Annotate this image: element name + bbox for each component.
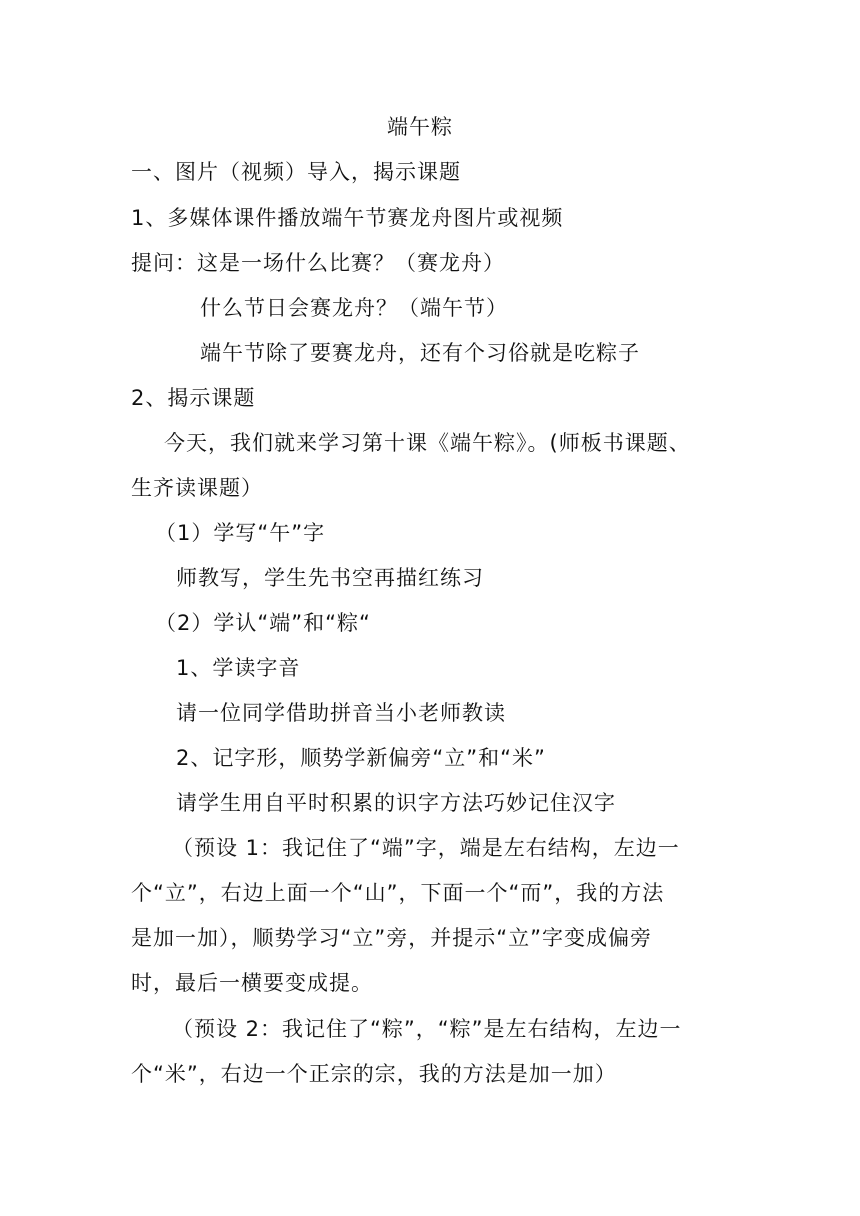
subsection-2-heading: （2）学认“端”和“粽“ (155, 611, 371, 635)
subsection-2-step-1: 1、学读字音 (176, 656, 301, 680)
section-heading-1: 一、图片（视频）导入，揭示课题 (131, 160, 461, 184)
preset-1-line-1: （预设 1：我记住了“端”字，端是左右结构，左边一 (172, 836, 680, 860)
step-2-heading: 2、揭示课题 (131, 386, 256, 410)
preset-2-line-1: （预设 2：我记住了“粽”，“粽”是左右结构，左边一 (172, 1017, 682, 1041)
preset-1-line-3: 是加一加），顺势学习“立”旁，并提示“立”字变成偏旁 (131, 926, 653, 950)
question-line-1: 提问：这是一场什么比赛？（赛龙舟） (131, 251, 505, 275)
subsection-1-text: 师教写，学生先书空再描红练习 (176, 566, 484, 590)
question-line-3: 端午节除了要赛龙舟，还有个习俗就是吃粽子 (200, 341, 640, 365)
question-line-2: 什么节日会赛龙舟？（端午节） (200, 296, 508, 320)
preset-1-line-2: 个“立”，右边上面一个“山”，下面一个“而”，我的方法 (131, 881, 665, 905)
subsection-1-heading: （1）学写“午”字 (155, 521, 326, 545)
subsection-2-step-2-text: 请学生用自平时积累的识字方法巧妙记住汉字 (176, 791, 616, 815)
paragraph-intro-line-2: 生齐读课题） (131, 476, 263, 500)
paragraph-intro-line-1: 今天，我们就来学习第十课《端午粽》。(师板书课题、 (164, 431, 691, 455)
preset-1-line-4: 时，最后一横要变成提。 (131, 971, 373, 995)
document-title: 端午粽 (387, 115, 453, 139)
preset-2-line-2: 个“米”，右边一个正宗的宗，我的方法是加一加） (131, 1062, 617, 1086)
subsection-2-step-1-text: 请一位同学借助拼音当小老师教读 (176, 701, 506, 725)
subsection-2-step-2: 2、记字形，顺势学新偏旁“立”和“米” (176, 746, 546, 770)
step-1-text: 1、多媒体课件播放端午节赛龙舟图片或视频 (131, 206, 564, 230)
